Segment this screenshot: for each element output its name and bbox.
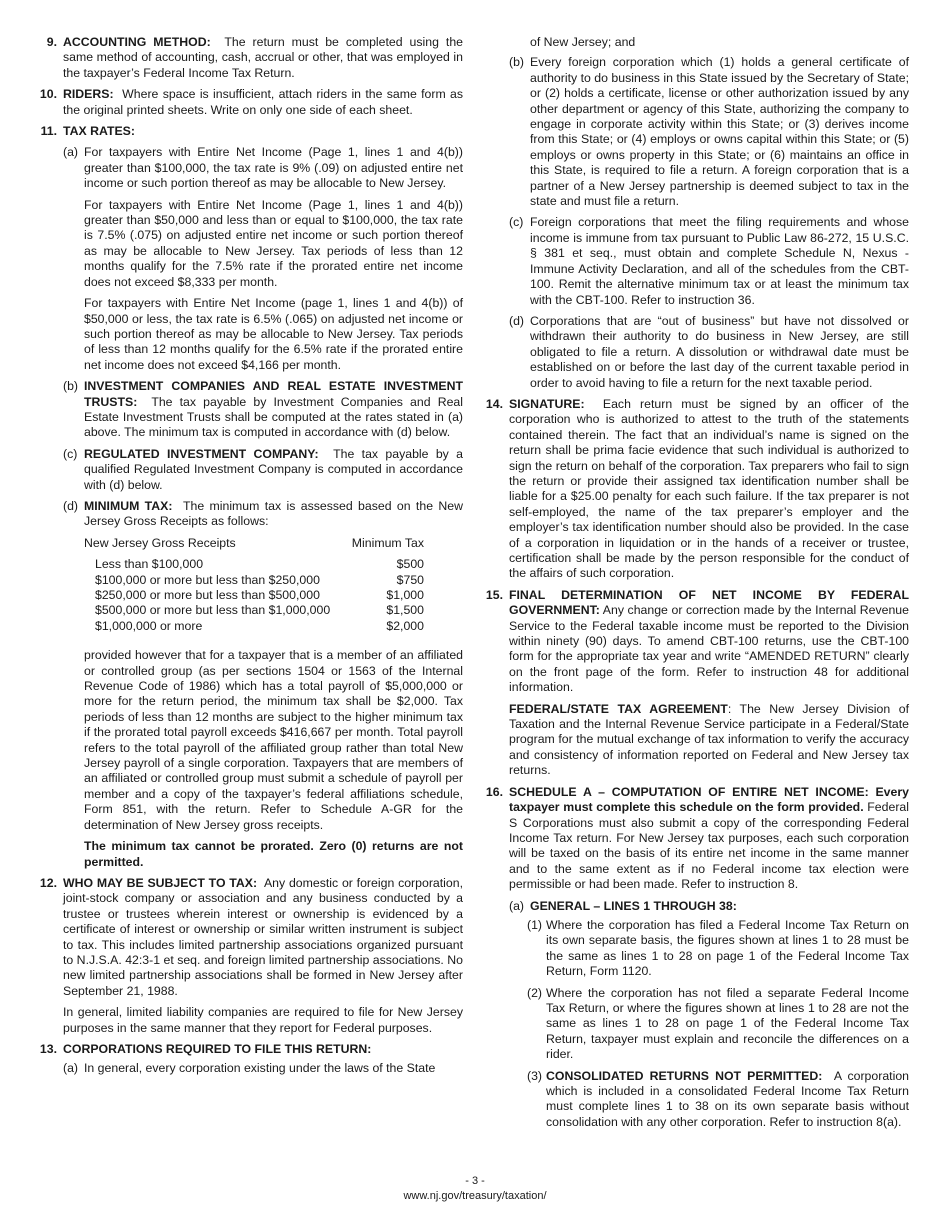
item-title: CONSOLIDATED RETURNS NOT PERMITTED: <box>546 1068 823 1083</box>
agreement-text: : The New Jersey Division of Taxation and the Internal Revenue Service participate in a Federal/State program for the mutual exchange of tax information to verify the accuracy and consistency of information reported on Federal and New Jersey tax returns. <box>509 701 909 778</box>
minimum-tax-note: The minimum tax cannot be prorated. Zero (0) returns are not permitted. <box>84 839 463 869</box>
item-title: INVESTMENT COMPANIES AND REAL ESTATE INVESTMENT TRUSTS: <box>84 379 463 409</box>
section-number: 16. <box>485 784 503 799</box>
item-label: (a) <box>509 898 525 913</box>
item-title: MINIMUM TAX: <box>84 498 173 513</box>
section-title: SCHEDULE A – COMPUTATION OF ENTIRE NET INCOME: <box>509 784 869 799</box>
corporations-required-b <box>482 55 909 209</box>
receipts-cell: $1,000,000 or more <box>95 618 203 633</box>
item-text: The minimum tax is assessed based on the New Jersey Gross Receipts as follows: <box>84 498 463 529</box>
llc-paragraph: In general, limited liability companies are required to file for New Jersey purposes in the same manner that they report for Federal purposes. <box>63 1005 463 1035</box>
section-signature <box>482 397 909 582</box>
section-number: 10. <box>39 87 57 102</box>
section-text: The return must be completed using the same method of accounting, cash, accrual or other, that was employed in the taxpayer’s Federal Income Tax Return. <box>63 35 463 80</box>
tax-rates-d <box>36 499 463 530</box>
schedule-a-item-1 <box>482 918 909 980</box>
schedule-a-item-2 <box>482 986 909 1063</box>
section-final-determination <box>482 588 909 696</box>
receipts-cell: Less than $100,000 <box>95 557 204 572</box>
item-label: (2) <box>527 985 543 1000</box>
tax-rate-paragraph-2: For taxpayers with Entire Net Income (Page 1, lines 1 and 4(b)) greater than $50,000 and less than or equal to $100,000, the tax rate is 7.5% (.075) on adjusted entire net income or such portion thereof as may be allocable to New Jersey. Tax periods of less than 12 months qualify for the 7.5% rate if the prorated entire net income does not exceed $8,333 per month. <box>84 197 463 289</box>
right-column <box>482 35 909 1136</box>
corporations-required-a-continued: of New Jersey; and <box>530 35 636 49</box>
section-number: 11. <box>40 124 57 139</box>
schedule-a-general <box>482 899 909 914</box>
item-label: (b) <box>63 379 79 394</box>
item-text: In general, every corporation existing under the laws of the State <box>84 1061 436 1076</box>
tax-cell: $1,000 <box>386 588 424 602</box>
item-label: (1) <box>527 917 543 932</box>
item-title: GENERAL – LINES 1 THROUGH 38: <box>530 898 737 913</box>
receipts-cell: $250,000 or more but less than $500,000 <box>95 588 320 602</box>
item-text: Where the corporation has not filed a separate Federal Income Tax Return, or where the figures shown at lines 1 to 28 are not the same as lines 1 to 28 on page 1 of the Federal Income Tax Return, taxpayer must explain and reconcile the differences on a rider. <box>546 985 909 1062</box>
section-text: Where space is insufficient, attach riders in the same form as the original printed sheets. Write on only one side of each sheet. <box>63 87 463 117</box>
section-accounting-method <box>36 35 463 81</box>
federal-state-agreement <box>482 702 909 779</box>
item-label: (a) <box>63 145 79 160</box>
section-text: Any domestic or foreign corporation, joint-stock company or association and any business conducted by a trustee or trustees wherein interest or ownership is evidenced by a certificate of interest or ownership or similar written instrument is subject to tax. This includes limited partnership associations organized pursuant to N.J.S.A. 42:3-1 et seq. and foreign limited partnership associations. No new limited partnership associations shall be formed in New Jersey after September 21, 1988. <box>63 875 464 998</box>
section-number: 12. <box>39 875 57 890</box>
section-text: Each return must be signed by an officer of the corporation who is authorized to attest to the truth of the statements contained therein. The fact that an individual’s name is signed on the return shall be prima facie evidence that such individual is authorized to sign the return on behalf of the corporation. Tax preparers who fail to sign the return or provide their assigned tax identification number shall be liable for a $25.00 penalty for each such failure. If the tax preparer is not self-employed, the name of the tax preparer’s employer and the employer’s tax identification number should also be provided. In the case of a corporation in liquidation or in the hands of a receiver or trustee, certification shall be made by the person responsible for the conduct of the affairs of such corporation. <box>509 396 909 581</box>
minimum-tax-provision: provided however that for a taxpayer that is a member of an affiliated or controlled group (as per sections 1504 or 1563 of the Internal Revenue Code of 1986) which has a total payroll of $5,000,000 or more for the return period, the minimum tax shall be $2,000. Tax periods of less than 12 months are subject to the higher minimum tax if the prorated total payroll exceeds $416,667 per month. Total payroll refers to the total payroll of the affiliated group rather than total New Jersey payroll of a single corporation. Taxpayers that are members of an affiliated or controlled group must submit a schedule of payroll per member and a copy of the taxpayer’s federal affiliations schedule, Form 851, with the return. Refer to Schedule A-GR for the determination of New Jersey gross receipts. <box>84 648 463 832</box>
section-tax-rates <box>36 124 463 139</box>
item-text: A corporation which is included in a consolidated Federal Income Tax Return must complete lines 1 to 38 on its own separate basis without consolidation with any other corporation. Refer to instruction 8(a). <box>546 1068 909 1129</box>
item-label: (3) <box>527 1068 543 1083</box>
item-label: (d) <box>63 498 79 513</box>
item-text: The tax payable by Investment Companies and Real Estate Investment Trusts shall be computed at the rates stated in (a) above. The minimum tax is computed in accordance with (d) below. <box>84 394 463 440</box>
section-title: RIDERS: <box>63 87 114 102</box>
table-row <box>84 557 424 572</box>
item-label: (c) <box>509 215 524 230</box>
receipts-cell: $100,000 or more but less than $250,000 <box>95 572 320 587</box>
section-title: ACCOUNTING METHOD: <box>63 35 211 49</box>
tax-rate-paragraph-1: For taxpayers with Entire Net Income (Page 1, lines 1 and 4(b)) greater than $100,000, the tax rate is 9% (.09) on adjusted entire net income or such portion thereof as may be allocable to New Jersey. <box>84 145 463 191</box>
item-text: Foreign corporations that meet the filing requirements and whose income is immune from tax pursuant to Public Law 86-272, 15 U.S.C. § 381 et seq., must obtain and complete Schedule N, Nexus - Immune Activity Declaration, and all of the schedules from the CBT-100. Remit the alternative minimum tax or at least the minimum tax with the CBT-100. Refer to instruction 36. <box>530 215 909 307</box>
tax-rates-a <box>36 145 463 191</box>
minimum-tax-table <box>36 536 463 634</box>
section-title: WHO MAY BE SUBJECT TO TAX: <box>63 875 258 890</box>
left-column <box>36 35 463 1083</box>
item-text: Corporations that are “out of business” but have not dissolved or withdrawn their authority to do business in New Jersey, are still obligated to file a return. A dissolution or withdrawal date must be established on or before the last day of the current taxable period in order to avoid having to file a return for the next taxable period. <box>530 313 909 390</box>
item-title: REGULATED INVESTMENT COMPANY: <box>84 446 319 461</box>
tax-cell: $500 <box>396 557 424 572</box>
section-title: SIGNATURE: <box>509 396 585 411</box>
section-number: 13. <box>39 1041 57 1056</box>
table-row <box>84 603 424 618</box>
receipts-cell: $500,000 or more but less than $1,000,000 <box>95 603 331 618</box>
column-header-minimum-tax: Minimum Tax <box>351 535 424 550</box>
column-header-receipts: New Jersey Gross Receipts <box>84 535 236 550</box>
tax-rate-paragraph-3: For taxpayers with Entire Net Income (page 1, lines 1 and 4(b)) of $50,000 or less, the tax rate is 6.5% (.065) on adjusted net income or such portion thereof as may be allocable to New Jersey. Tax periods of less than 12 months qualify for the 6.5% rate if the prorated entire net income does not exceed $4,166 per month. <box>84 296 463 372</box>
section-who-may-be-subject <box>36 876 463 999</box>
table-row <box>84 619 424 634</box>
item-label: (b) <box>509 55 525 70</box>
section-corporations-required <box>36 1042 463 1057</box>
tax-cell: $750 <box>396 572 424 587</box>
item-text: Every foreign corporation which (1) holds a general certificate of authority to do business in this State issued by the Secretary of State; or (2) holds a certificate, license or other authorization issued by any other department or agency of this State, authorizing the company to engage in corporate activity within this State; or (3) derives income from this State; or (4) employs or owns capital within this State; or (5) employs or owns property in this State; or (6) maintains an office in this State, is required to file a return. A foreign corporation that is a partner of a New Jersey partnership is deemed subject to tax in the state and must file a return. <box>530 55 909 209</box>
section-text: Federal S Corporations must also submit a copy of the corresponding Federal Income Tax return. For New Jersey tax purposes, each such corporation will be taxed on the basis of its entire net income in the same manner and to the same extent as if no Federal income tax election were permissible or had been made. Refer to instruction 8. <box>509 800 909 892</box>
item-text: Where the corporation has filed a Federal Income Tax Return on its own separate basis, the figures shown at lines 1 to 28 must be the same as lines 1 to 28 on page 1 of the Federal Income Tax Return, Form 1120. <box>546 917 909 979</box>
corporations-required-c <box>482 215 909 307</box>
schedule-a-item-3 <box>482 1069 909 1131</box>
table-row <box>84 588 424 603</box>
corporations-required-a <box>36 1061 463 1076</box>
table-row <box>84 573 424 588</box>
page-number: - 3 - <box>465 1175 485 1187</box>
corporations-required-d <box>482 314 909 391</box>
section-title: TAX RATES: <box>63 124 135 139</box>
item-label: (d) <box>509 313 525 328</box>
item-label: (a) <box>63 1061 79 1076</box>
section-number: 9. <box>46 35 57 49</box>
section-number: 14. <box>485 396 503 411</box>
tax-rates-c <box>36 447 463 493</box>
tax-rates-b <box>36 379 463 441</box>
item-label: (c) <box>63 446 78 461</box>
agreement-title: FEDERAL/STATE TAX AGREEMENT <box>509 701 728 716</box>
tax-cell: $1,500 <box>386 603 424 618</box>
section-text: Any change or correction made by the Internal Revenue Service to the Federal taxable income must be reported to the Division within ninety (90) days. To amend CBT-100 returns, use the CBT-100 form for the appropriate tax year and write “AMENDED RETURN” clearly on the front page of the form. Refer to instruction 48 for additional information. <box>509 603 909 695</box>
section-number: 15. <box>485 587 503 602</box>
section-bold-text: Every taxpayer must complete this schedule on the form provided. <box>509 784 909 815</box>
item-text: The tax payable by a qualified Regulated Investment Company is computed in accordance with (d) below. <box>84 446 463 492</box>
section-schedule-a <box>482 785 909 893</box>
tax-cell: $2,000 <box>386 618 424 633</box>
section-title: FINAL DETERMINATION OF NET INCOME BY FEDERAL GOVERNMENT: <box>509 587 909 618</box>
section-riders <box>36 87 463 118</box>
footer-url[interactable]: www.nj.gov/treasury/taxation/ <box>403 1190 547 1202</box>
section-title: CORPORATIONS REQUIRED TO FILE THIS RETURN: <box>63 1041 372 1056</box>
table-header <box>84 536 424 557</box>
